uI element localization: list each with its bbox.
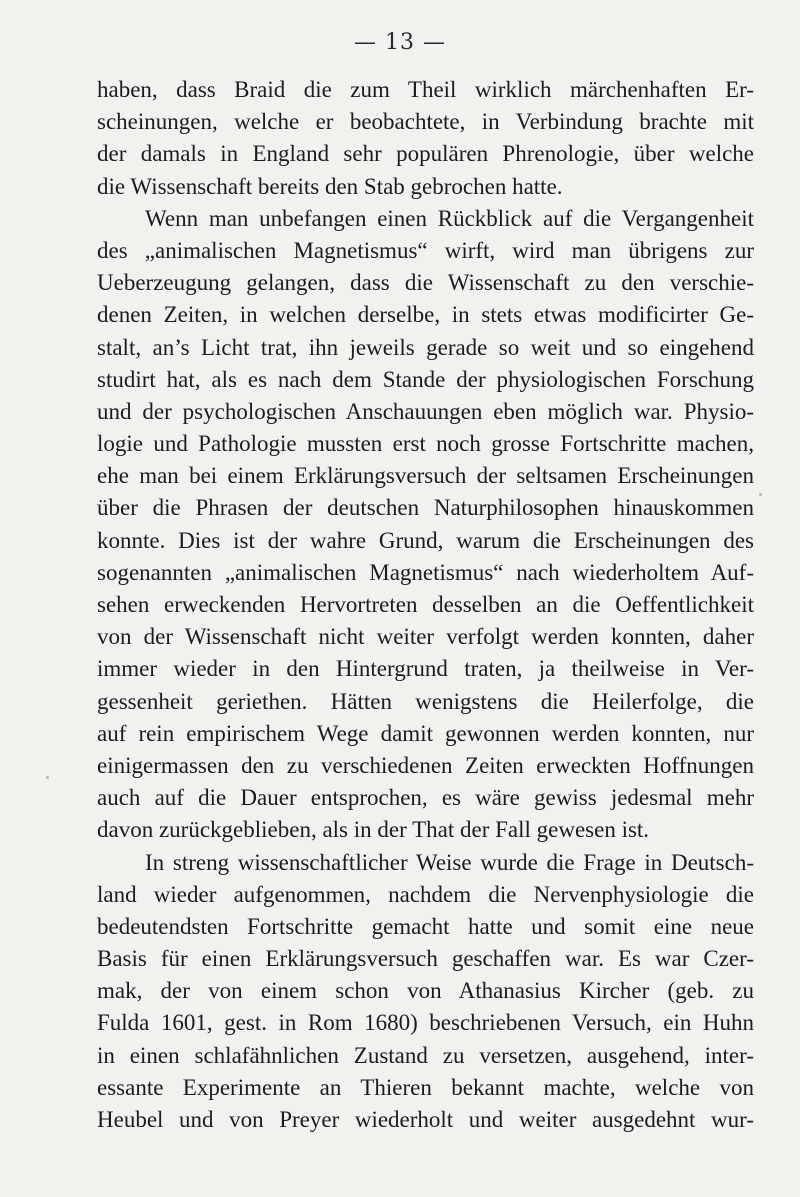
text-line: in einen schlafähnlichen Zustand zu versetzen, ausgehend, inter- — [97, 1042, 754, 1068]
text-line: einigermassen den zu verschiedenen Zeiten erweckten Hoffnungen — [97, 752, 754, 778]
page-number: — 13 — — [354, 30, 446, 55]
text-line: denen Zeiten, in welchen derselbe, in stets etwas modificirter Ge- — [97, 302, 754, 328]
text-line: immer wieder in den Hintergrund traten, ja theilweise in Ver- — [97, 656, 754, 682]
text-line: land wieder aufgenommen, nachdem die Nervenphysiologie die — [97, 881, 754, 907]
text-line: gessenheit geriethen. Hätten wenigstens die Heilerfolge, die — [97, 688, 754, 714]
paper-speck — [46, 776, 49, 779]
text-line: und der psychologischen Anschauungen eben möglich war. Physio- — [97, 398, 754, 424]
text-line: sehen erweckenden Hervortreten desselben an die Oeffentlichkeit — [97, 592, 754, 617]
paper-speck — [759, 493, 762, 496]
text-line: Basis für einen Erklärungsversuch geschaffen war. Es war Czer- — [97, 946, 754, 972]
text-line: bedeutendsten Fortschritte gemacht hatte und somit eine neue — [97, 913, 754, 939]
text-line: In streng wissenschaftlicher Weise wurde die Frage in Deutsch- — [145, 849, 754, 875]
text-line: mak, der von einem schon von Athanasius Kircher (geb. zu — [97, 978, 754, 1004]
text-line: sogenannten „animalischen Magnetismus“ nach wiederholtem Auf- — [97, 559, 754, 585]
text-line: logie und Pathologie mussten erst noch grosse Fortschritte machen, — [97, 431, 754, 457]
text-line: Ueberzeugung gelangen, dass die Wissenschaft zu den verschie- — [97, 270, 754, 296]
text-line: auf rein empirischem Wege damit gewonnen werden konnten, nur — [97, 720, 754, 746]
text-line: studirt hat, als es nach dem Stande der physiologischen Forschung — [97, 366, 754, 392]
text-line: ehe man bei einem Erklärungsversuch der seltsamen Erscheinungen — [97, 463, 754, 489]
text-line: die Wissenschaft bereits den Stab gebrochen hatte. — [97, 173, 563, 199]
text-line: davon zurückgeblieben, als in der That der Fall gewesen ist. — [97, 817, 650, 843]
text-line: konnte. Dies ist der wahre Grund, warum die Erscheinungen des — [97, 527, 754, 553]
text-line: auch auf die Dauer entsprochen, es wäre gewiss jedesmal mehr — [97, 785, 754, 811]
text-line: Wenn man unbefangen einen Rückblick auf die Vergangenheit — [145, 205, 754, 231]
text-line: der damals in England sehr populären Phrenologie, über welche — [97, 141, 754, 167]
text-line: scheinungen, welche er beobachtete, in Verbindung brachte mit — [97, 109, 754, 135]
text-line: haben, dass Braid die zum Theil wirklich märchenhaften Er- — [97, 77, 754, 102]
text-line: essante Experimente an Thieren bekannt machte, welche von — [97, 1074, 754, 1100]
text-line: von der Wissenschaft nicht weiter verfolgt werden konnten, daher — [97, 624, 754, 650]
text-line: Fulda 1601, gest. in Rom 1680) beschriebenen Versuch, ein Huhn — [97, 1010, 754, 1036]
text-line: stalt, an’s Licht trat, ihn jeweils gerade so weit und so eingehend — [97, 334, 754, 360]
body-text — [97, 74, 754, 1136]
text-line: über die Phrasen der deutschen Naturphilosophen hinauskommen — [97, 495, 754, 521]
text-line: des „animalischen Magnetismus“ wirft, wird man übrigens zur — [97, 237, 754, 263]
text-line: Heubel und von Preyer wiederholt und weiter ausgedehnt wur- — [97, 1107, 754, 1132]
